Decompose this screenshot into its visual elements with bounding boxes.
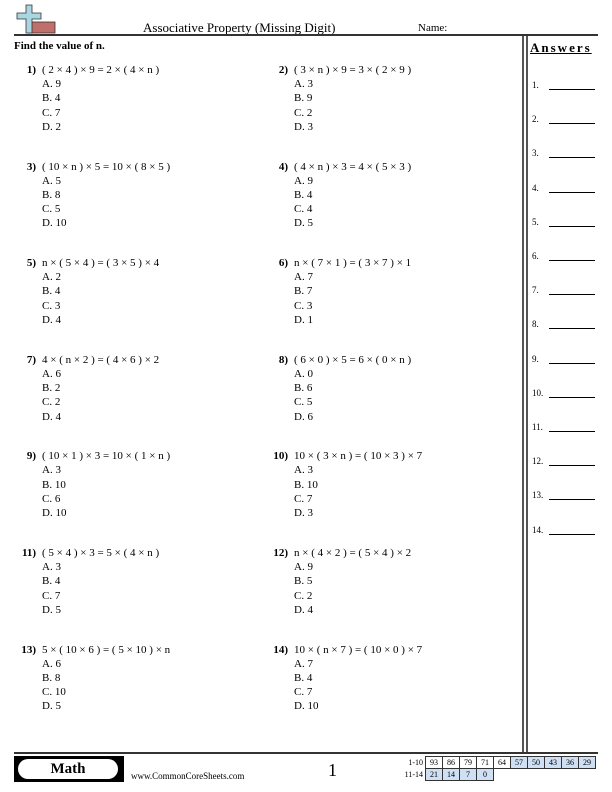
- question-equation: ( 10 × 1 ) × 3 = 10 × ( 1 × n ): [42, 450, 171, 463]
- answer-option[interactable]: D. 5: [42, 603, 61, 616]
- answer-blank[interactable]: [532, 114, 598, 128]
- answer-option[interactable]: A. 9: [42, 78, 61, 90]
- question-equation: 10 × ( 3 × n ) = ( 10 × 3 ) × 7: [294, 450, 423, 463]
- answer-number: 12.: [532, 456, 544, 467]
- answer-option[interactable]: B. 5: [294, 575, 313, 588]
- answer-option[interactable]: C. 7: [294, 686, 313, 699]
- answer-number: 5.: [532, 216, 539, 227]
- answer-number: 3.: [532, 148, 539, 159]
- answer-option[interactable]: C. 7: [42, 106, 61, 119]
- question-equation: ( 10 × n ) × 5 = 10 × ( 8 × 5 ): [42, 160, 171, 173]
- answer-option[interactable]: A. 3: [294, 464, 313, 477]
- score-cell: 36: [562, 757, 579, 769]
- answer-option[interactable]: B. 9: [294, 92, 313, 105]
- score-cell-empty: [528, 769, 545, 781]
- answer-line[interactable]: [549, 89, 595, 90]
- answer-blank[interactable]: [532, 456, 598, 470]
- question-number: 3): [26, 160, 36, 173]
- answer-number: 8.: [532, 319, 539, 330]
- footer-divider: [14, 752, 598, 754]
- answer-line[interactable]: [549, 294, 595, 295]
- question-number: 4): [278, 160, 288, 173]
- answer-option[interactable]: C. 5: [42, 203, 61, 216]
- answer-option[interactable]: B. 8: [42, 188, 61, 201]
- answer-option[interactable]: C. 3: [42, 299, 61, 312]
- answer-blank[interactable]: [532, 148, 598, 162]
- answer-option[interactable]: D. 10: [42, 507, 67, 520]
- answer-option[interactable]: B. 4: [294, 188, 313, 201]
- answer-option[interactable]: A. 7: [294, 271, 313, 284]
- answer-option[interactable]: A. 3: [42, 464, 61, 477]
- answer-line[interactable]: [549, 363, 595, 364]
- answer-line[interactable]: [549, 123, 595, 124]
- question-number: 1): [26, 64, 36, 76]
- question-number: 13): [21, 643, 36, 656]
- answer-line[interactable]: [549, 534, 595, 535]
- question-equation: ( 5 × 4 ) × 3 = 5 × ( 4 × n ): [42, 547, 160, 559]
- question-equation: n × ( 5 × 4 ) = ( 3 × 5 ) × 4: [42, 257, 160, 270]
- answer-number: 9.: [532, 353, 539, 364]
- question-number: 2): [278, 64, 288, 76]
- website-link[interactable]: www.CommonCoreSheets.com: [131, 771, 245, 781]
- answer-option[interactable]: C. 5: [294, 396, 313, 409]
- answer-number: 1.: [532, 80, 539, 90]
- question-number: 5): [26, 257, 36, 270]
- answer-option[interactable]: D. 10: [294, 700, 319, 713]
- answer-blank[interactable]: [532, 422, 598, 436]
- answer-number: 6.: [532, 251, 539, 261]
- answer-blank[interactable]: [532, 490, 598, 504]
- answer-blank[interactable]: [532, 217, 598, 231]
- answer-line[interactable]: [549, 192, 595, 193]
- answer-option[interactable]: B. 2: [42, 382, 61, 395]
- score-cell: 7: [460, 769, 477, 781]
- answer-option[interactable]: B. 4: [42, 92, 61, 105]
- answer-option[interactable]: C. 7: [294, 492, 313, 505]
- question-number: 11): [21, 547, 36, 559]
- score-cell: 43: [545, 757, 562, 769]
- score-cell-empty: [494, 769, 511, 781]
- answer-option[interactable]: B. 4: [42, 285, 61, 298]
- question-equation: ( 6 × 0 ) × 5 = 6 × ( 0 × n ): [294, 353, 412, 366]
- subject-label: Math: [18, 759, 118, 779]
- question-equation: n × ( 7 × 1 ) = ( 3 × 7 ) × 1: [294, 257, 412, 270]
- score-row: [395, 769, 596, 781]
- answer-blank[interactable]: [532, 525, 598, 539]
- instructions: Find the value of n.: [14, 40, 105, 52]
- answer-blank[interactable]: [532, 285, 598, 299]
- answer-option[interactable]: B. 10: [294, 478, 318, 491]
- answer-blank[interactable]: [532, 183, 598, 197]
- score-cell: 21: [426, 769, 443, 781]
- answer-option[interactable]: A. 3: [42, 561, 61, 573]
- score-cell-empty: [545, 769, 562, 781]
- answer-option[interactable]: A. 0: [294, 367, 313, 380]
- subject-badge: [14, 756, 124, 782]
- answer-option[interactable]: A. 9: [294, 561, 313, 573]
- question-equation: 10 × ( n × 7 ) = ( 10 × 0 ) × 7: [294, 643, 423, 656]
- answer-number: 11.: [532, 422, 543, 432]
- question-equation: n × ( 4 × 2 ) = ( 5 × 4 ) × 2: [294, 547, 412, 559]
- answer-line[interactable]: [549, 157, 595, 158]
- score-table: [395, 756, 596, 781]
- page-number: 1: [328, 760, 337, 780]
- question-number: 9): [26, 450, 36, 463]
- answer-option[interactable]: C. 2: [294, 106, 313, 119]
- answer-number: 7.: [532, 285, 539, 296]
- score-row: [395, 757, 596, 769]
- answer-option[interactable]: C. 6: [42, 492, 61, 505]
- answer-option[interactable]: C. 3: [294, 299, 313, 312]
- answer-line[interactable]: [549, 431, 595, 432]
- answer-number: 4.: [532, 182, 539, 193]
- answer-option[interactable]: D. 4: [42, 314, 61, 327]
- worksheet-title: Associative Property (Missing Digit): [143, 20, 336, 35]
- answer-option[interactable]: C. 7: [42, 589, 61, 602]
- answer-blank[interactable]: [532, 388, 598, 402]
- answer-option[interactable]: C. 10: [42, 686, 66, 699]
- answer-option[interactable]: B. 6: [294, 382, 313, 395]
- answer-option[interactable]: B. 8: [42, 671, 61, 684]
- answer-number: 10.: [532, 387, 544, 398]
- answer-option[interactable]: A. 2: [42, 271, 61, 284]
- answer-option[interactable]: D. 3: [294, 120, 313, 133]
- score-cell: 0: [477, 769, 494, 781]
- plus-logo-icon: [14, 4, 60, 34]
- answer-option[interactable]: B. 7: [294, 285, 313, 298]
- question-number: 14): [273, 643, 288, 656]
- answer-option[interactable]: D. 4: [42, 410, 61, 423]
- answer-option[interactable]: D. 5: [294, 217, 313, 230]
- answer-option[interactable]: C. 2: [42, 396, 61, 409]
- score-cell: 14: [443, 769, 460, 781]
- answer-line[interactable]: [549, 260, 595, 261]
- answer-option[interactable]: B. 4: [294, 671, 313, 684]
- answer-option[interactable]: A. 3: [294, 78, 313, 90]
- answer-number: 14.: [532, 524, 544, 535]
- answer-option[interactable]: D. 3: [294, 507, 313, 520]
- score-cell: 64: [494, 757, 511, 769]
- question-equation: ( 3 × n ) × 9 = 3 × ( 2 × 9 ): [294, 64, 412, 76]
- answer-line[interactable]: [549, 397, 595, 398]
- answer-option[interactable]: A. 6: [42, 657, 61, 670]
- answers-heading: Answers: [530, 40, 592, 55]
- answer-option[interactable]: A. 5: [42, 174, 61, 187]
- answer-option[interactable]: D. 2: [42, 120, 61, 133]
- question-equation: 5 × ( 10 × 6 ) = ( 5 × 10 ) × n: [42, 643, 171, 656]
- score-cell-empty: [511, 769, 528, 781]
- name-label: Name:: [418, 22, 448, 34]
- answer-option[interactable]: A. 9: [294, 174, 313, 187]
- question-equation: 4 × ( n × 2 ) = ( 4 × 6 ) × 2: [42, 353, 160, 366]
- answer-blank[interactable]: [532, 319, 598, 333]
- question-number: 8): [278, 353, 288, 366]
- answer-option[interactable]: A. 6: [42, 367, 61, 380]
- question-number: 7): [26, 353, 36, 366]
- answer-option[interactable]: B. 10: [42, 478, 66, 491]
- answer-blank[interactable]: [532, 80, 598, 94]
- score-cell: 29: [579, 757, 596, 769]
- score-cell-empty: [562, 769, 579, 781]
- score-range-label: 11-14: [404, 770, 423, 779]
- answer-option[interactable]: B. 4: [42, 575, 61, 588]
- question-equation: ( 2 × 4 ) × 9 = 2 × ( 4 × n ): [42, 64, 160, 76]
- answer-blank[interactable]: [532, 354, 598, 368]
- header-divider: [14, 34, 598, 36]
- score-cell: 57: [511, 757, 528, 769]
- answer-option[interactable]: C. 2: [294, 589, 313, 602]
- question-equation: ( 4 × n ) × 3 = 4 × ( 5 × 3 ): [294, 160, 412, 173]
- answer-option[interactable]: D. 10: [42, 217, 67, 230]
- question-number: 6): [278, 257, 288, 270]
- score-range-label: 1-10: [408, 758, 423, 767]
- score-cell: 71: [477, 757, 494, 769]
- score-cell: 50: [528, 757, 545, 769]
- question-number: 12): [273, 547, 288, 559]
- answer-number: 13.: [532, 490, 544, 501]
- answers-divider: [526, 36, 528, 752]
- score-cell-empty: [579, 769, 596, 781]
- score-cell: 86: [443, 757, 460, 769]
- answer-line[interactable]: [549, 499, 595, 500]
- answer-option[interactable]: D. 5: [42, 700, 61, 713]
- answer-line[interactable]: [549, 465, 595, 466]
- question-number: 10): [273, 450, 288, 463]
- answer-line[interactable]: [549, 328, 595, 329]
- answer-option[interactable]: A. 7: [294, 657, 313, 670]
- answer-number: 2.: [532, 114, 539, 125]
- answer-option[interactable]: D. 4: [294, 603, 313, 616]
- answer-line[interactable]: [549, 226, 595, 227]
- score-cell: 93: [426, 757, 443, 769]
- answer-option[interactable]: D. 1: [294, 314, 313, 327]
- answer-blank[interactable]: [532, 251, 598, 265]
- answer-option[interactable]: D. 6: [294, 410, 313, 423]
- answers-divider: [522, 36, 524, 752]
- score-cell: 79: [460, 757, 477, 769]
- answer-option[interactable]: C. 4: [294, 203, 313, 216]
